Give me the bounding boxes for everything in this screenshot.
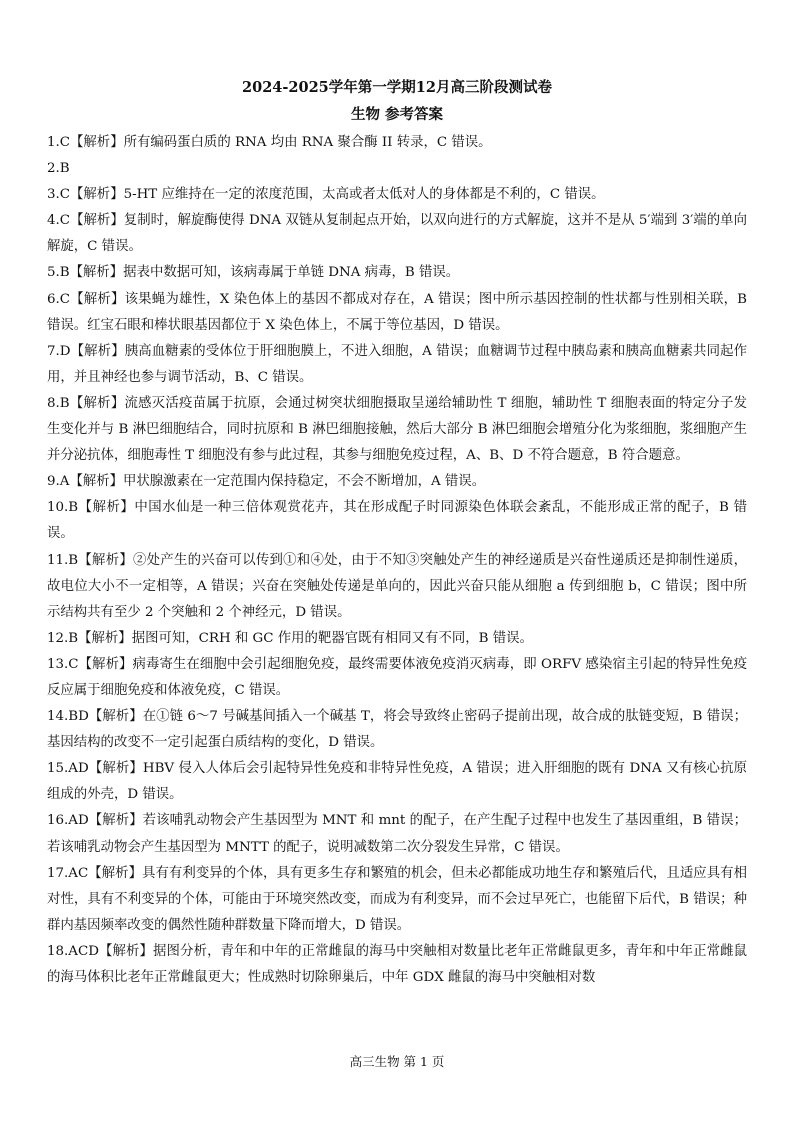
answer-item: 3.C【解析】5-HT 应维持在一定的浓度范围，太高或者太低对人的身体都是不利的，C 错误。	[47, 187, 605, 203]
answer-item: 6.C【解析】该果蝇为雄性，X 染色体上的基因不都成对存在，A 错误；图中所示基因控制的性状都与性别相关联，B 错误。红宝石眼和棒状眼基因都位于 X 染色体上，不属于等位基因，D 错误。	[47, 291, 747, 333]
answer-item: 17.AC【解析】具有有利变异的个体，具有更多生存和繁殖的机会，但未必都能成功地生存和繁殖后代，且适应具有相对性，具有不利变异的个体，可能由于环境突然改变，而成为有利变异，而不会过早死亡，也能留下后代，B 错误；种群内基因频率改变的偶然性随种群数量下降而增大，D 错误。	[47, 865, 747, 933]
answer-item: 15.AD【解析】HBV 侵入人体后会引起特异性免疫和非特异性免疫，A 错误；进入肝细胞的既有 DNA 又有核心抗原组成的外壳，D 错误。	[47, 761, 747, 803]
answer-item: 10.B【解析】中国水仙是一种三倍体观赏花卉，其在形成配子时同源染色体联会紊乱，不能形成正常的配子，B 错误。	[47, 500, 747, 542]
answer-item: 2.B	[47, 161, 70, 177]
answer-list	[47, 130, 747, 991]
document-title: 2024-2025学年第一学期12月高三阶段测试卷	[242, 79, 552, 96]
answer-item: 7.D【解析】胰高血糖素的受体位于肝细胞膜上，不进入细胞，A 错误；血糖调节过程中胰岛素和胰高血糖素共同起作用，并且神经也参与调节活动，B、C 错误。	[47, 343, 747, 385]
document-subtitle: 生物 参考答案	[350, 106, 444, 123]
answer-item: 12.B【解析】据图可知，CRH 和 GC 作用的靶器官既有相同又有不同，B 错误。	[47, 630, 533, 646]
answer-item: 13.C【解析】病毒寄生在细胞中会引起细胞免疫，最终需要体液免疫消灭病毒，即 ORFV 感染宿主引起的特异性免疫反应属于细胞免疫和体液免疫，C 错误。	[47, 656, 747, 698]
answer-item: 16.AD【解析】若该哺乳动物会产生基因型为 MNT 和 mnt 的配子，在产生配子过程中也发生了基因重组，B 错误；若该哺乳动物会产生基因型为 MNTT 的配子，说明减数第二次分裂发生异常，C 错误。	[47, 813, 747, 855]
answer-item: 9.A【解析】甲状腺激素在一定范围内保持稳定，不会不断增加，A 错误。	[47, 474, 486, 490]
answer-item: 18.ACD【解析】据图分析，青年和中年的正常雌鼠的海马中突触相对数量比老年正常雌鼠更多，青年和中年正常雌鼠的海马体积比老年正常雌鼠更大；性成熟时切除卵巢后，中年 GDX 雌鼠的海马中突触相对数	[47, 943, 747, 985]
answer-item: 5.B【解析】据表中数据可知，该病毒属于单链 DNA 病毒，B 错误。	[47, 265, 460, 281]
answer-item: 11.B【解析】②处产生的兴奋可以传到①和④处，由于不知③突触处产生的神经递质是兴奋性递质还是抑制性递质，故电位大小不一定相等，A 错误；兴奋在突触处传递是单向的，因此兴奋只能从细胞 a 传到细胞 b，C 错误；图中所示结构共有至少 2 个突触和 2 个神经元，D 错误。	[47, 552, 747, 620]
answer-item: 8.B【解析】流感灭活疫苗属于抗原，会通过树突状细胞摄取呈递给辅助性 T 细胞，辅助性 T 细胞表面的特定分子发生变化并与 B 淋巴细胞结合，同时抗原和 B 淋巴细胞接触，然后大部分 B 淋巴细胞会增殖分化为浆细胞，浆细胞产生并分泌抗体，细胞毒性 T 细胞没有参与此过程，其参与细胞免疫过程，A、B、D 不符合题意，B 符合题意。	[47, 395, 747, 464]
answer-item: 1.C【解析】所有编码蛋白质的 RNA 均由 RNA 聚合酶 II 转录，C 错误。	[47, 135, 492, 150]
answer-item: 14.BD【解析】在①链 6～7 号碱基间插入一个碱基 T，将会导致终止密码子提前出现，故合成的肽链变短，B 错误；基因结构的改变不一定引起蛋白质结构的变化，D 错误。	[47, 709, 747, 751]
answer-item: 4.C【解析】复制时，解旋酶使得 DNA 双链从复制起点开始，以双向进行的方式解旋，这并不是从 5′端到 3′端的单向解旋，C 错误。	[47, 213, 747, 255]
page-footer: 高三生物 第 1 页	[349, 1054, 445, 1069]
